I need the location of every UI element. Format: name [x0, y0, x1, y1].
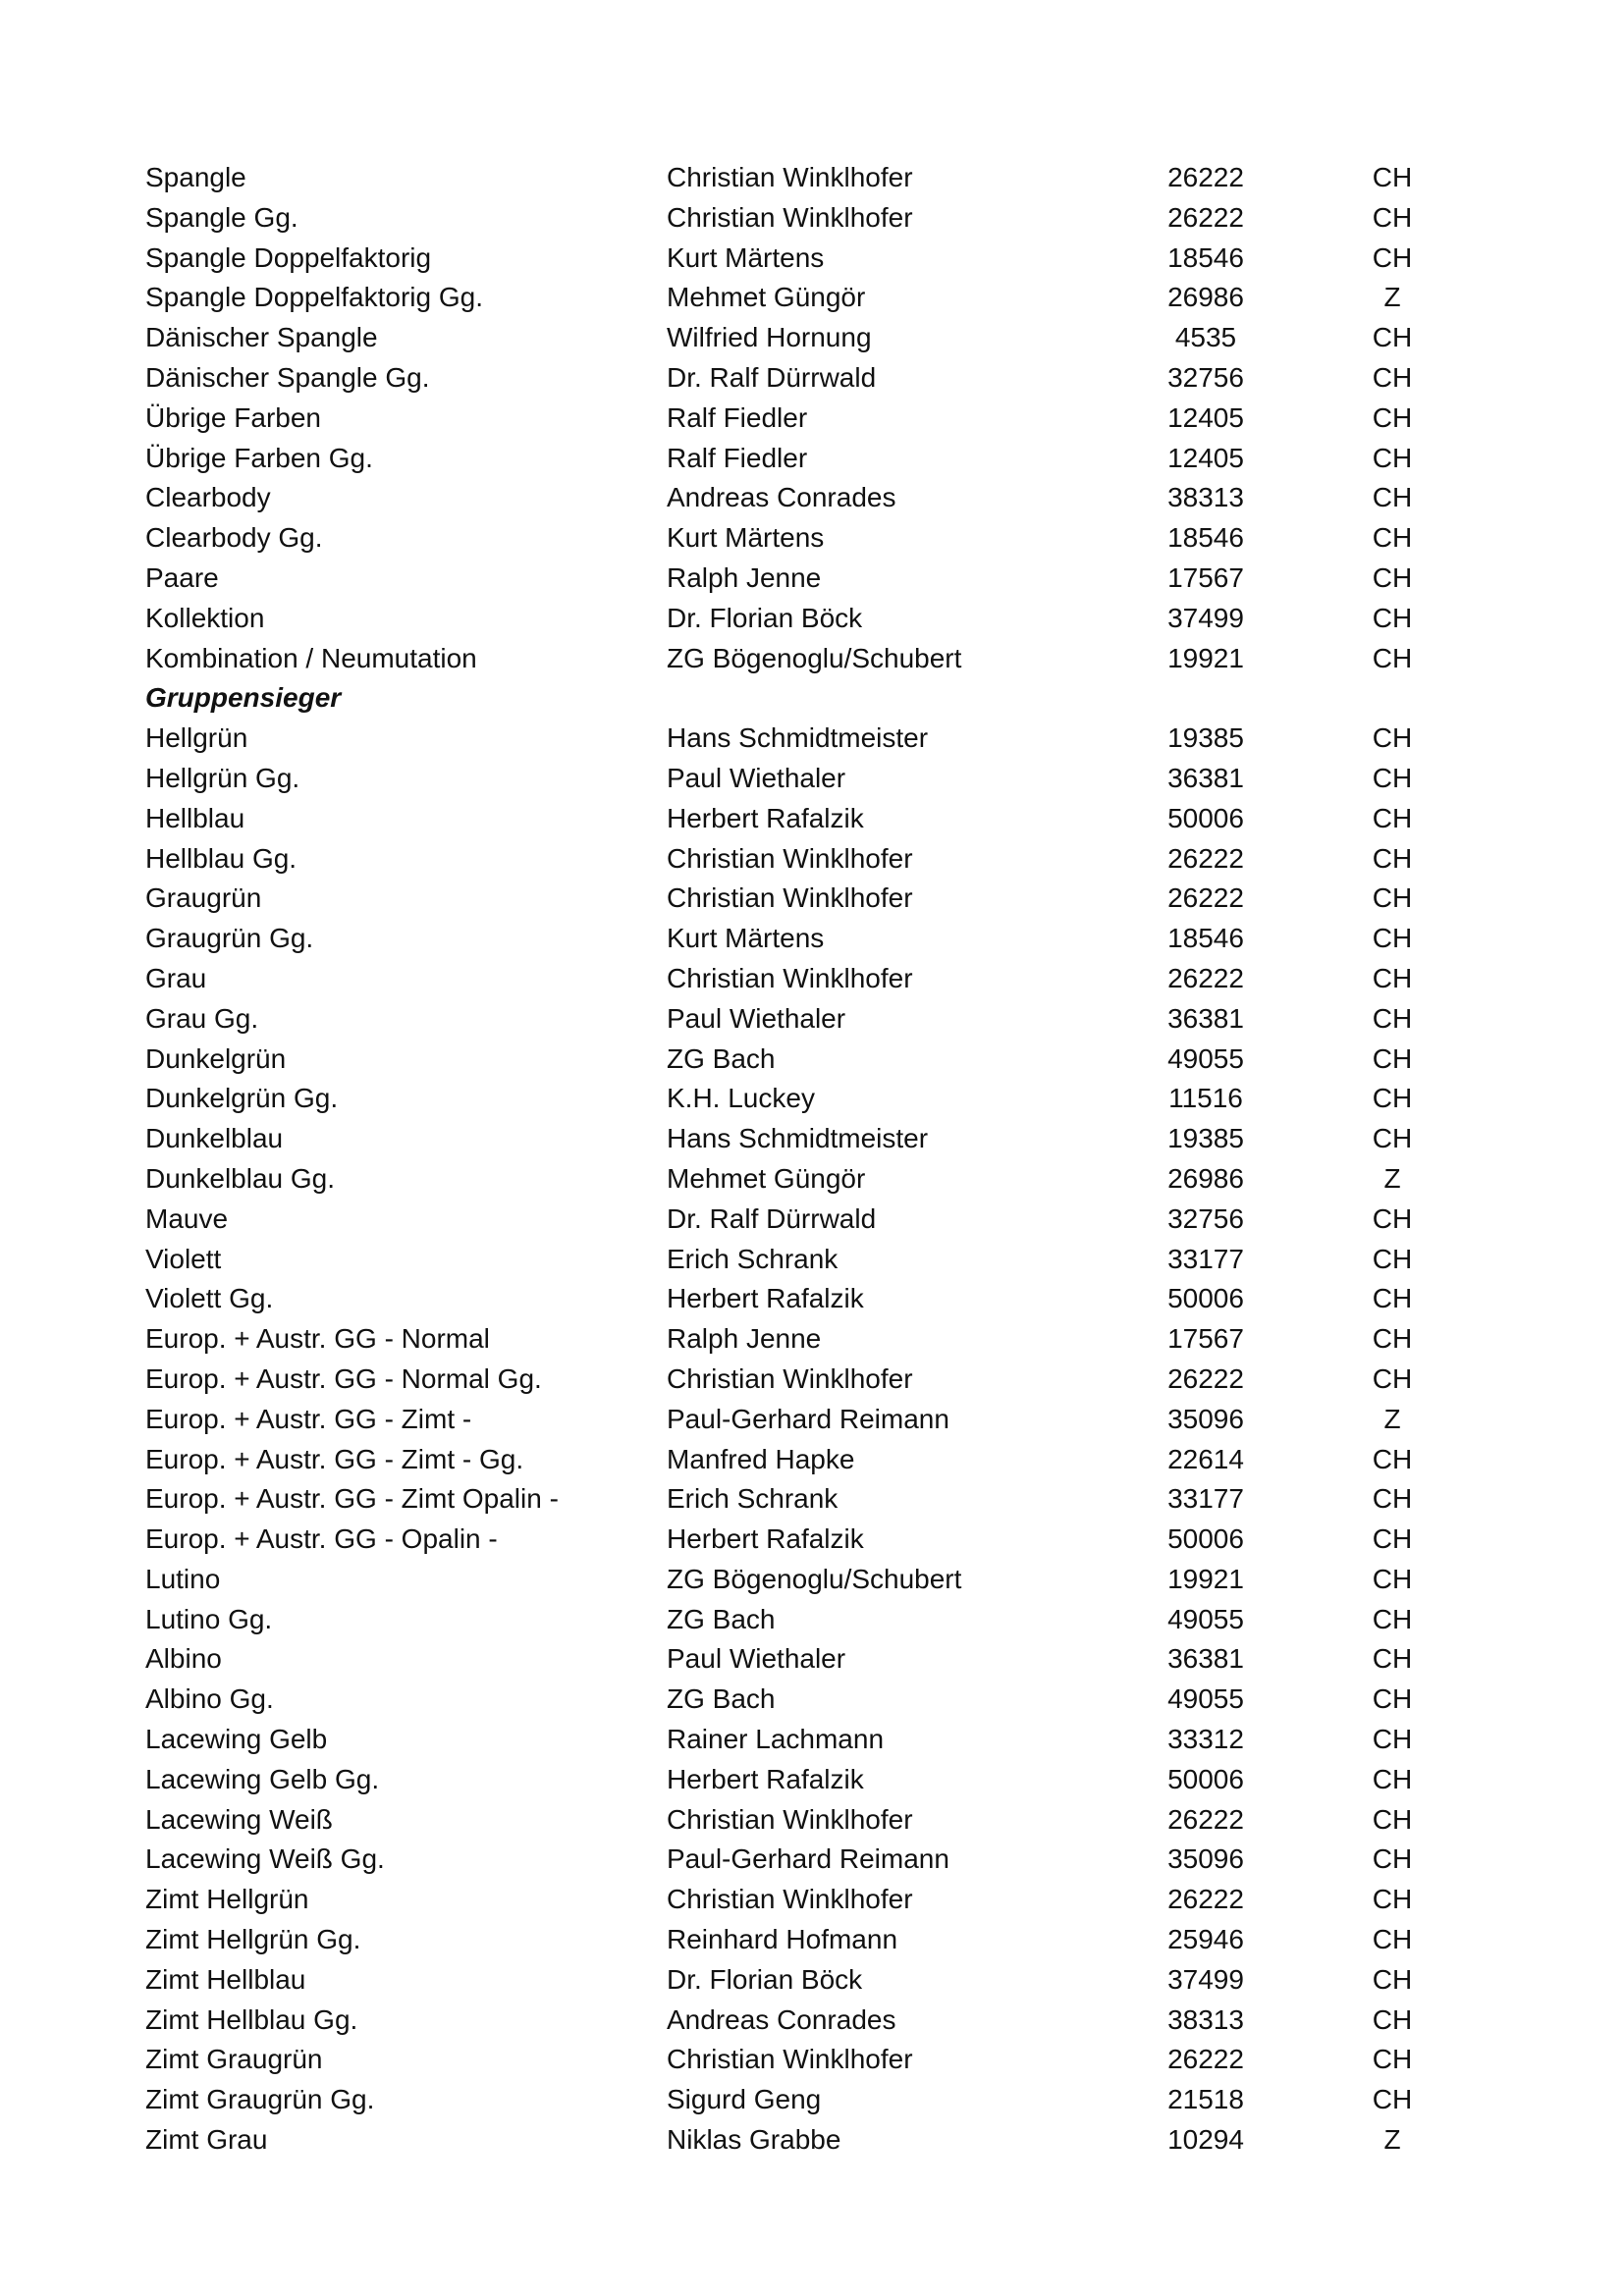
breeder-number-cell: 19385	[1167, 1123, 1244, 1154]
code-cell: CH	[1372, 962, 1413, 993]
class-cell: Lutino Gg.	[145, 1603, 273, 1634]
breeder-number-cell: 26986	[1167, 282, 1244, 313]
class-cell: Spangle Doppelfaktorig	[145, 241, 432, 273]
breeder-cell: Kurt Märtens	[667, 241, 825, 273]
code-cell: CH	[1372, 1243, 1413, 1274]
breeder-cell: ZG Bach	[667, 1042, 776, 1074]
table-row	[145, 518, 1413, 559]
class-cell: Grau Gg.	[145, 1002, 259, 1034]
table-row	[145, 1159, 1401, 1200]
breeder-cell: Christian Winklhofer	[667, 962, 913, 993]
code-cell: CH	[1372, 162, 1413, 192]
breeder-cell: Paul-Gerhard Reimann	[667, 1403, 949, 1434]
class-cell: Clearbody Gg.	[145, 522, 323, 554]
breeder-cell: Dr. Florian Böck	[667, 602, 863, 633]
table-row	[145, 1840, 1413, 1880]
breeder-number-cell: 19921	[1167, 1563, 1244, 1594]
table-row	[145, 1079, 1413, 1119]
class-cell: Violett	[145, 1243, 222, 1274]
code-cell: CH	[1372, 561, 1413, 593]
table-row	[145, 1200, 1413, 1240]
breeder-cell: Christian Winklhofer	[667, 162, 913, 192]
code-cell: CH	[1372, 482, 1413, 513]
breeder-number-cell: 22614	[1167, 1443, 1244, 1474]
code-cell: CH	[1372, 1603, 1413, 1634]
breeder-number-cell: 26222	[1167, 1362, 1244, 1394]
table-row	[145, 959, 1413, 999]
table-row	[145, 318, 1413, 358]
class-cell: Dunkelgrün	[145, 1042, 287, 1074]
class-cell: Lutino	[145, 1563, 221, 1594]
table-row	[145, 399, 1413, 439]
code-cell: CH	[1372, 602, 1413, 633]
breeder-number-cell: 4535	[1174, 322, 1237, 353]
code-cell: CH	[1372, 1202, 1413, 1234]
breeder-number-cell: 26222	[1167, 2044, 1244, 2075]
breeder-cell: Christian Winklhofer	[667, 842, 913, 874]
breeder-cell: Mehmet Güngör	[667, 282, 866, 313]
code-cell: CH	[1372, 1283, 1413, 1314]
code-cell: CH	[1372, 1643, 1413, 1675]
class-cell: Zimt Graugrün Gg.	[145, 2084, 375, 2115]
class-cell: Clearbody	[145, 482, 271, 513]
breeder-cell: ZG Bögenoglu/Schubert	[667, 1563, 962, 1594]
breeder-cell: Christian Winklhofer	[667, 882, 913, 914]
breeder-cell: Herbert Rafalzik	[667, 1283, 864, 1314]
breeder-cell: Hans Schmidtmeister	[667, 722, 929, 754]
table-row	[145, 919, 1413, 959]
table-row	[145, 1800, 1413, 1841]
breeder-cell: ZG Bach	[667, 1683, 776, 1715]
code-cell: CH	[1372, 1884, 1413, 1915]
breeder-cell: Dr. Florian Böck	[667, 1963, 863, 1995]
table-row	[145, 1520, 1413, 1560]
code-cell: CH	[1372, 1724, 1413, 1755]
class-cell: Dänischer Spangle Gg.	[145, 361, 430, 393]
breeder-number-cell: 37499	[1167, 1963, 1244, 1995]
code-cell: CH	[1372, 1924, 1413, 1955]
breeder-number-cell: 26222	[1167, 162, 1244, 192]
breeder-number-cell: 26222	[1167, 842, 1244, 874]
breeder-number-cell: 26986	[1167, 1162, 1244, 1194]
code-cell: CH	[1372, 802, 1413, 833]
code-cell: CH	[1372, 1523, 1413, 1555]
code-cell: CH	[1372, 923, 1413, 954]
class-cell: Europ. + Austr. GG - Zimt - Gg.	[145, 1443, 524, 1474]
breeder-cell: Niklas Grabbe	[667, 2124, 841, 2156]
class-cell: Hellblau Gg.	[145, 842, 298, 874]
breeder-cell: Sigurd Geng	[667, 2084, 822, 2115]
class-cell: Zimt Hellgrün	[145, 1884, 309, 1915]
code-cell: CH	[1372, 2003, 1413, 2035]
class-cell: Dunkelblau	[145, 1123, 284, 1154]
code-cell: CH	[1372, 2044, 1413, 2075]
breeder-cell: Herbert Rafalzik	[667, 1763, 864, 1794]
code-cell: CH	[1372, 642, 1413, 673]
class-cell: Übrige Farben	[145, 401, 321, 433]
table-row	[145, 1880, 1413, 1920]
breeder-number-cell: 17567	[1167, 1323, 1244, 1355]
table-row	[145, 1360, 1413, 1400]
class-cell: Lacewing Gelb Gg.	[145, 1763, 380, 1794]
class-cell: Paare	[145, 561, 219, 593]
breeder-cell: Andreas Conrades	[667, 2003, 896, 2035]
table-row	[145, 2120, 1401, 2161]
code-cell: CH	[1372, 1362, 1413, 1394]
breeder-number-cell: 36381	[1167, 1002, 1244, 1034]
breeder-number-cell: 17567	[1167, 561, 1244, 593]
breeder-number-cell: 38313	[1167, 482, 1244, 513]
breeder-number-cell: 49055	[1167, 1683, 1244, 1715]
code-cell: CH	[1372, 1803, 1413, 1835]
breeder-number-cell: 21518	[1167, 2084, 1244, 2115]
code-cell: CH	[1372, 722, 1413, 754]
code-cell: CH	[1372, 201, 1413, 233]
breeder-number-cell: 32756	[1167, 1202, 1244, 1234]
class-cell: Zimt Hellblau	[145, 1963, 306, 1995]
table-row	[145, 2001, 1413, 2041]
breeder-cell: Christian Winklhofer	[667, 201, 913, 233]
table-row	[145, 1639, 1413, 1680]
class-cell: Spangle Gg.	[145, 201, 298, 233]
code-cell: Z	[1383, 1403, 1401, 1434]
table-row	[145, 1760, 1413, 1800]
breeder-cell: Ralph Jenne	[667, 561, 822, 593]
class-cell: Hellgrün	[145, 722, 248, 754]
class-cell: Spangle Doppelfaktorig Gg.	[145, 282, 483, 313]
code-cell: CH	[1372, 1563, 1413, 1594]
class-cell: Europ. + Austr. GG - Normal Gg.	[145, 1362, 542, 1394]
breeder-cell: Paul Wiethaler	[667, 1002, 846, 1034]
class-cell: Dänischer Spangle	[145, 322, 378, 353]
breeder-number-cell: 26222	[1167, 1803, 1244, 1835]
class-cell: Übrige Farben Gg.	[145, 442, 373, 473]
breeder-cell: Paul Wiethaler	[667, 1643, 846, 1675]
class-cell: Kollektion	[145, 602, 265, 633]
breeder-number-cell: 33312	[1167, 1724, 1244, 1755]
table-row	[145, 839, 1413, 880]
class-cell: Zimt Graugrün	[145, 2044, 323, 2075]
code-cell: CH	[1372, 1443, 1413, 1474]
code-cell: CH	[1372, 842, 1413, 874]
class-cell: Europ. + Austr. GG - Opalin -	[145, 1523, 498, 1555]
table-row	[145, 158, 1413, 198]
breeder-number-cell: 35096	[1167, 1843, 1244, 1875]
breeder-cell: Reinhard Hofmann	[667, 1924, 898, 1955]
results-table	[145, 158, 1413, 2161]
breeder-cell: Christian Winklhofer	[667, 1362, 913, 1394]
breeder-cell: Dr. Ralf Dürrwald	[667, 1202, 877, 1234]
breeder-cell: Christian Winklhofer	[667, 1803, 913, 1835]
breeder-number-cell: 36381	[1167, 1643, 1244, 1675]
table-row	[145, 639, 1413, 679]
table-row	[145, 719, 1413, 759]
class-cell: Dunkelgrün Gg.	[145, 1083, 339, 1114]
breeder-number-cell: 50006	[1167, 1523, 1244, 1555]
code-cell: CH	[1372, 1002, 1413, 1034]
breeder-number-cell: 10294	[1167, 2124, 1244, 2156]
breeder-number-cell: 26222	[1167, 1884, 1244, 1915]
breeder-number-cell: 33177	[1167, 1483, 1244, 1515]
table-row	[145, 239, 1413, 279]
section-heading-row	[145, 678, 1353, 719]
breeder-cell: Paul Wiethaler	[667, 762, 846, 793]
table-row	[145, 1479, 1413, 1520]
breeder-number-cell: 19921	[1167, 642, 1244, 673]
table-row	[145, 478, 1413, 518]
table-row	[145, 278, 1401, 318]
breeder-number-cell: 37499	[1167, 602, 1244, 633]
table-row	[145, 599, 1413, 639]
class-cell: Albino Gg.	[145, 1683, 274, 1715]
class-cell: Lacewing Weiß Gg.	[145, 1843, 385, 1875]
breeder-cell: Erich Schrank	[667, 1483, 839, 1515]
breeder-number-cell: 18546	[1167, 923, 1244, 954]
table-row	[145, 879, 1413, 919]
table-row	[145, 439, 1413, 479]
code-cell: Z	[1383, 1162, 1401, 1194]
class-cell: Zimt Grau	[145, 2124, 268, 2156]
table-row	[145, 358, 1413, 399]
breeder-cell: Hans Schmidtmeister	[667, 1123, 929, 1154]
class-cell: Europ. + Austr. GG - Zimt -	[145, 1403, 472, 1434]
breeder-number-cell: 26222	[1167, 962, 1244, 993]
class-cell: Zimt Hellgrün Gg.	[145, 1924, 361, 1955]
table-row	[145, 1600, 1413, 1640]
table-row	[145, 1720, 1413, 1760]
class-cell: Mauve	[145, 1202, 229, 1234]
section-heading: Gruppensieger	[145, 682, 342, 714]
class-cell: Albino	[145, 1643, 222, 1675]
code-cell: CH	[1372, 1683, 1413, 1715]
code-cell: CH	[1372, 882, 1413, 914]
class-cell: Hellgrün Gg.	[145, 762, 300, 793]
code-cell: CH	[1372, 1323, 1413, 1355]
breeder-cell: Christian Winklhofer	[667, 1884, 913, 1915]
breeder-number-cell: 18546	[1167, 522, 1244, 554]
table-row	[145, 1560, 1413, 1600]
breeder-cell: Wilfried Hornung	[667, 322, 872, 353]
breeder-number-cell: 50006	[1167, 1283, 1244, 1314]
table-row	[145, 799, 1413, 839]
breeder-number-cell: 18546	[1167, 241, 1244, 273]
breeder-number-cell: 50006	[1167, 1763, 1244, 1794]
table-row	[145, 1680, 1413, 1720]
breeder-cell: ZG Bach	[667, 1603, 776, 1634]
breeder-cell: Paul-Gerhard Reimann	[667, 1843, 949, 1875]
breeder-number-cell: 33177	[1167, 1243, 1244, 1274]
class-cell: Spangle	[145, 162, 246, 192]
breeder-cell: Christian Winklhofer	[667, 2044, 913, 2075]
breeder-cell: Kurt Märtens	[667, 923, 825, 954]
breeder-cell: ZG Bögenoglu/Schubert	[667, 642, 962, 673]
breeder-cell: Kurt Märtens	[667, 522, 825, 554]
table-row	[145, 198, 1413, 239]
code-cell: CH	[1372, 322, 1413, 353]
breeder-number-cell: 35096	[1167, 1403, 1244, 1434]
class-cell: Europ. + Austr. GG - Normal	[145, 1323, 490, 1355]
code-cell: CH	[1372, 1123, 1413, 1154]
breeder-number-cell: 26222	[1167, 201, 1244, 233]
class-cell: Lacewing Weiß	[145, 1803, 333, 1835]
code-cell: CH	[1372, 241, 1413, 273]
class-cell: Grau	[145, 962, 207, 993]
breeder-number-cell: 19385	[1167, 722, 1244, 754]
breeder-number-cell: 36381	[1167, 762, 1244, 793]
code-cell: CH	[1372, 442, 1413, 473]
table-row	[145, 2080, 1413, 2120]
breeder-cell: Ralf Fiedler	[667, 442, 808, 473]
table-row	[145, 759, 1413, 799]
breeder-cell: K.H. Luckey	[667, 1083, 815, 1114]
breeder-number-cell: 50006	[1167, 802, 1244, 833]
code-cell: CH	[1372, 1963, 1413, 1995]
code-cell: CH	[1372, 522, 1413, 554]
breeder-cell: Herbert Rafalzik	[667, 802, 864, 833]
code-cell: CH	[1372, 2084, 1413, 2115]
breeder-cell: Ralf Fiedler	[667, 401, 808, 433]
breeder-number-cell: 12405	[1167, 442, 1244, 473]
class-cell: Kombination / Neumutation	[145, 642, 477, 673]
table-row	[145, 1440, 1413, 1480]
class-cell: Violett Gg.	[145, 1283, 274, 1314]
breeder-number-cell: 12405	[1167, 401, 1244, 433]
table-row	[145, 1960, 1413, 2001]
table-row	[145, 1119, 1413, 1159]
breeder-cell: Andreas Conrades	[667, 482, 896, 513]
table-row	[145, 1240, 1413, 1280]
table-row	[145, 1279, 1413, 1319]
class-cell: Graugrün	[145, 882, 262, 914]
breeder-cell: Manfred Hapke	[667, 1443, 855, 1474]
breeder-cell: Ralph Jenne	[667, 1323, 822, 1355]
class-cell: Europ. + Austr. GG - Zimt Opalin -	[145, 1483, 559, 1515]
breeder-number-cell: 38313	[1167, 2003, 1244, 2035]
code-cell: Z	[1383, 282, 1401, 313]
breeder-number-cell: 49055	[1167, 1042, 1244, 1074]
table-row	[145, 999, 1413, 1040]
breeder-cell: Dr. Ralf Dürrwald	[667, 361, 877, 393]
breeder-number-cell: 11516	[1168, 1083, 1243, 1114]
class-cell: Lacewing Gelb	[145, 1724, 328, 1755]
table-row	[145, 1920, 1413, 1960]
breeder-cell: Mehmet Güngör	[667, 1162, 866, 1194]
table-row	[145, 2040, 1413, 2080]
code-cell: Z	[1383, 2124, 1401, 2156]
class-cell: Hellblau	[145, 802, 245, 833]
code-cell: CH	[1372, 1083, 1413, 1114]
code-cell: CH	[1372, 1483, 1413, 1515]
breeder-cell: Rainer Lachmann	[667, 1724, 885, 1755]
code-cell: CH	[1372, 401, 1413, 433]
code-cell: CH	[1372, 1763, 1413, 1794]
breeder-cell: Herbert Rafalzik	[667, 1523, 864, 1555]
breeder-number-cell: 32756	[1167, 361, 1244, 393]
code-cell: CH	[1372, 1042, 1413, 1074]
code-cell: CH	[1372, 1843, 1413, 1875]
code-cell: CH	[1372, 361, 1413, 393]
breeder-number-cell: 25946	[1167, 1924, 1244, 1955]
class-cell: Graugrün Gg.	[145, 923, 314, 954]
breeder-number-cell: 49055	[1167, 1603, 1244, 1634]
class-cell: Zimt Hellblau Gg.	[145, 2003, 358, 2035]
breeder-cell: Erich Schrank	[667, 1243, 839, 1274]
breeder-number-cell: 26222	[1167, 882, 1244, 914]
table-row	[145, 1400, 1401, 1440]
class-cell: Dunkelblau Gg.	[145, 1162, 336, 1194]
code-cell: CH	[1372, 762, 1413, 793]
table-row	[145, 1040, 1413, 1080]
table-row	[145, 559, 1413, 599]
table-row	[145, 1319, 1413, 1360]
